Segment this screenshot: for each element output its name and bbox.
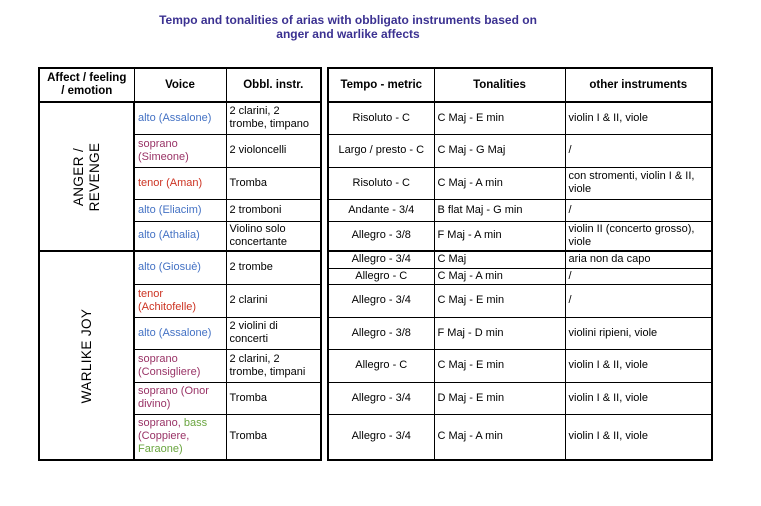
table-row xyxy=(328,349,712,382)
tempo-cell: Andante - 3/4 xyxy=(328,199,434,221)
voice-cell xyxy=(134,414,226,460)
table-row xyxy=(328,382,712,414)
affect-voice-obbligato-table xyxy=(38,67,322,461)
table-row xyxy=(328,221,712,251)
tonality-cell: D Maj - E min xyxy=(434,382,565,414)
other-instruments-cell: violini ripieni, viole xyxy=(565,317,712,349)
obbligato-cell: Violino solo concertante xyxy=(226,221,321,251)
voice-cell xyxy=(134,349,226,382)
tempo-cell: Allegro - C xyxy=(328,268,434,284)
voice-text-segment: tenor (Achitofelle) xyxy=(138,287,197,313)
tonality-cell: C Maj - E min xyxy=(434,284,565,317)
page-title xyxy=(38,13,658,41)
voice-text-segment: (Coppiere, xyxy=(138,430,190,443)
obbligato-cell: 2 clarini, 2 trombe, timpano xyxy=(226,102,321,134)
tonality-cell: C Maj - A min xyxy=(434,167,565,199)
tonality-cell: C Maj - A min xyxy=(434,268,565,284)
other-instruments-cell: violin I & II, viole xyxy=(565,382,712,414)
voice-text-segment: soprano (Simeone) xyxy=(138,137,189,163)
other-instruments-column-header: other instruments xyxy=(565,68,712,102)
tonality-cell: C Maj - A min xyxy=(434,414,565,460)
voice-cell xyxy=(134,221,226,251)
tonality-cell: C Maj - G Maj xyxy=(434,134,565,167)
voice-text-segment: alto (Giosuè) xyxy=(138,261,201,274)
tempo-cell: Allegro - 3/4 xyxy=(328,382,434,414)
tonality-cell: F Maj - A min xyxy=(434,221,565,251)
voice-cell xyxy=(134,134,226,167)
voice-text-segment: soprano, xyxy=(138,417,184,430)
obbligato-cell: Tromba xyxy=(226,382,321,414)
other-instruments-cell: aria non da capo xyxy=(565,251,712,268)
tonality-cell: B flat Maj - G min xyxy=(434,199,565,221)
voice-cell xyxy=(134,167,226,199)
voice-cell xyxy=(134,284,226,317)
table-row xyxy=(328,167,712,199)
affect-group-label xyxy=(39,102,134,251)
tonality-cell: F Maj - D min xyxy=(434,317,565,349)
tempo-cell: Allegro - 3/8 xyxy=(328,317,434,349)
tempo-cell: Risoluto - C xyxy=(328,102,434,134)
other-instruments-cell: violin II (concerto grosso), viole xyxy=(565,221,712,251)
voice-text-segment: alto (Assalone) xyxy=(138,326,212,339)
obbligato-column-header: Obbl. instr. xyxy=(226,68,321,102)
table-row xyxy=(39,251,321,284)
obbligato-cell: 2 clarini, 2 trombe, timpani xyxy=(226,349,321,382)
tempo-cell: Allegro - C xyxy=(328,349,434,382)
tempo-cell: Allegro - 3/4 xyxy=(328,251,434,268)
voice-text-segment: alto (Eliacim) xyxy=(138,203,202,216)
tonality-cell: C Maj - E min xyxy=(434,102,565,134)
tempo-cell: Allegro - 3/8 xyxy=(328,221,434,251)
tonality-cell: C Maj - E min xyxy=(434,349,565,382)
arias-tables xyxy=(38,67,761,461)
header-row xyxy=(328,68,712,102)
table-row xyxy=(328,284,712,317)
obbligato-cell: Tromba xyxy=(226,167,321,199)
affect-group-label xyxy=(39,251,134,460)
voice-column-header: Voice xyxy=(134,68,226,102)
table-row xyxy=(328,134,712,167)
voice-text-segment: tenor (Aman) xyxy=(138,176,203,189)
table-row xyxy=(328,317,712,349)
tempo-cell: Allegro - 3/4 xyxy=(328,414,434,460)
voice-text-segment: alto (Assalone) xyxy=(138,111,212,124)
other-instruments-cell: / xyxy=(565,284,712,317)
table-row xyxy=(328,414,712,460)
voice-cell xyxy=(134,382,226,414)
voice-text-segment: alto (Athalia) xyxy=(138,229,200,242)
other-instruments-cell: / xyxy=(565,199,712,221)
tempo-tonalities-table xyxy=(327,67,713,461)
voice-cell xyxy=(134,102,226,134)
tempo-column-header: Tempo - metric xyxy=(328,68,434,102)
table-row xyxy=(39,102,321,134)
other-instruments-cell: con stromenti, violin I & II, viole xyxy=(565,167,712,199)
other-instruments-cell: violin I & II, viole xyxy=(565,414,712,460)
header-row xyxy=(39,68,321,102)
voice-text-segment: Faraone) xyxy=(138,443,183,456)
other-instruments-cell: / xyxy=(565,268,712,284)
obbligato-cell: 2 tromboni xyxy=(226,199,321,221)
tonalities-column-header: Tonalities xyxy=(434,68,565,102)
table-row xyxy=(328,268,712,284)
affect-column-header: Affect / feeling / emotion xyxy=(39,68,134,102)
title-line-2: anger and warlike affects xyxy=(276,27,420,41)
obbligato-cell: 2 clarini xyxy=(226,284,321,317)
tempo-cell: Allegro - 3/4 xyxy=(328,284,434,317)
voice-cell xyxy=(134,199,226,221)
table-row xyxy=(328,251,712,268)
voice-text-segment: bass xyxy=(183,417,208,430)
other-instruments-cell: / xyxy=(565,134,712,167)
tempo-cell: Largo / presto - C xyxy=(328,134,434,167)
voice-cell xyxy=(134,317,226,349)
voice-text-segment: soprano (Onor divino) xyxy=(138,385,209,410)
obbligato-cell: 2 trombe xyxy=(226,251,321,284)
other-instruments-cell: violin I & II, viole xyxy=(565,102,712,134)
other-instruments-cell: violin I & II, viole xyxy=(565,349,712,382)
voice-text-segment: soprano (Consigliere) xyxy=(138,352,201,378)
obbligato-cell: 2 violini di concerti xyxy=(226,317,321,349)
obbligato-cell: Tromba xyxy=(226,414,321,460)
title-line-1: Tempo and tonalities of arias with obbligato instruments based on xyxy=(159,13,537,27)
tonality-cell: C Maj xyxy=(434,251,565,268)
table-row xyxy=(328,102,712,134)
voice-cell xyxy=(134,251,226,284)
obbligato-cell: 2 violoncelli xyxy=(226,134,321,167)
table-row xyxy=(328,199,712,221)
vertical-label: WARLIKE JOY xyxy=(78,308,94,403)
tempo-cell: Risoluto - C xyxy=(328,167,434,199)
vertical-label: ANGER / REVENGE xyxy=(70,142,102,211)
